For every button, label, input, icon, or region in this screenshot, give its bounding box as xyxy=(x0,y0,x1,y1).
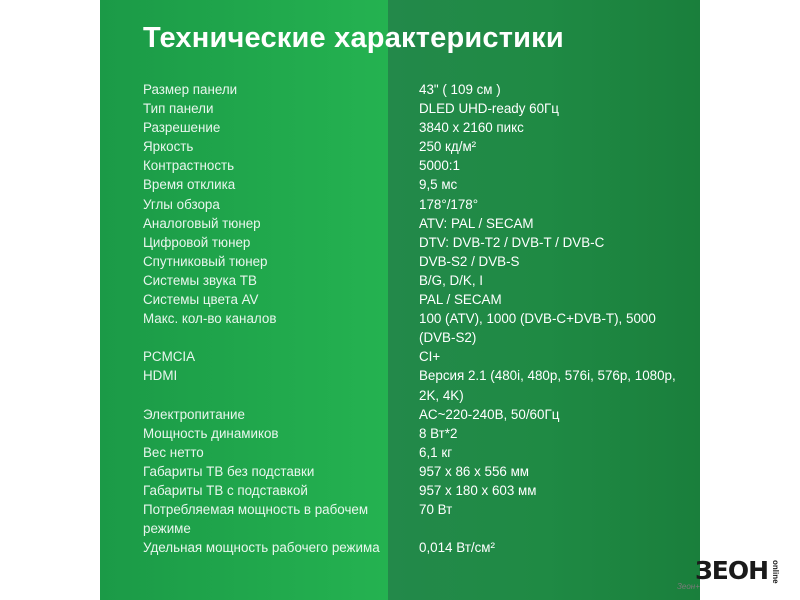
spec-value: 5000:1 xyxy=(419,158,460,174)
spec-value: Версия 2.1 (480i, 480p, 576i, 576p, 1080p, 2K, 4K) xyxy=(419,368,676,403)
spec-label: PCMCIA xyxy=(143,349,196,365)
spec-value: DLED UHD-ready 60Гц xyxy=(419,101,559,117)
spec-row xyxy=(143,481,683,500)
spec-row xyxy=(143,443,683,462)
spec-label: Потребляемая мощность в рабочем режиме xyxy=(143,502,369,537)
spec-table xyxy=(143,80,683,557)
spec-row xyxy=(143,290,683,309)
spec-row xyxy=(143,405,683,424)
spec-row xyxy=(143,80,683,99)
spec-value: 70 Вт xyxy=(419,502,453,518)
spec-value: DTV: DVB-T2 / DVB-T / DVB-C xyxy=(419,234,605,250)
spec-row xyxy=(143,99,683,118)
spec-label: Контрастность xyxy=(143,158,235,174)
spec-row xyxy=(143,462,683,481)
spec-value: ATV: PAL / SECAM xyxy=(419,215,534,231)
spec-label: Макс. кол-во каналов xyxy=(143,311,277,327)
spec-row xyxy=(143,118,683,137)
spec-value: 3840 x 2160 пикс xyxy=(419,120,524,136)
spec-label: Аналоговый тюнер xyxy=(143,215,261,231)
spec-row xyxy=(143,214,683,233)
spec-value: 957 x 180 x 603 мм xyxy=(419,482,537,498)
spec-row xyxy=(143,347,683,366)
spec-label: Цифровой тюнер xyxy=(143,234,251,250)
spec-value: 0,014 Вт/см² xyxy=(419,540,495,556)
spec-label: Габариты ТВ без подставки xyxy=(143,463,315,479)
spec-label: Разрешение xyxy=(143,120,221,136)
spec-value: PAL / SECAM xyxy=(419,292,502,308)
spec-value: 957 x 86 x 556 мм xyxy=(419,463,529,479)
spec-value: 178°/178° xyxy=(419,196,479,212)
spec-row xyxy=(143,366,683,404)
page-title: Технические характеристики xyxy=(143,22,564,54)
spec-value: 8 Вт*2 xyxy=(419,425,458,441)
spec-value: 9,5 мс xyxy=(419,177,458,193)
spec-row xyxy=(143,424,683,443)
spec-label: Удельная мощность рабочего режима xyxy=(143,540,380,556)
spec-label: Углы обзора xyxy=(143,196,220,212)
spec-value: AC~220-240В, 50/60Гц xyxy=(419,406,560,422)
spec-value: 6,1 кг xyxy=(419,444,453,460)
spec-row xyxy=(143,233,683,252)
spec-label: Яркость xyxy=(143,139,194,155)
spec-row xyxy=(143,309,683,347)
spec-row xyxy=(143,500,683,538)
green-spec-panel xyxy=(100,0,700,600)
spec-row xyxy=(143,252,683,271)
logo-side-text: online xyxy=(771,560,780,584)
spec-row xyxy=(143,156,683,175)
spec-label: Спутниковый тюнер xyxy=(143,253,268,269)
spec-row xyxy=(143,271,683,290)
spec-label: Тип панели xyxy=(143,101,214,117)
spec-label: Вес нетто xyxy=(143,444,204,460)
spec-row xyxy=(143,538,683,557)
spec-value: DVB-S2 / DVB-S xyxy=(419,253,520,269)
spec-row xyxy=(143,137,683,156)
spec-value: 100 (ATV), 1000 (DVB-C+DVB-T), 5000 (DVB-S2) xyxy=(419,311,656,346)
spec-row xyxy=(143,175,683,194)
spec-label: Системы звука ТВ xyxy=(143,272,257,288)
spec-row xyxy=(143,195,683,214)
logo-wordmark: ЗЕОН xyxy=(695,556,769,585)
spec-value: B/G, D/K, I xyxy=(419,272,483,288)
brand-logo xyxy=(695,556,781,590)
spec-label: Электропитание xyxy=(143,406,245,422)
spec-label: Время отклика xyxy=(143,177,236,193)
spec-label: Мощность динамиков xyxy=(143,425,279,441)
watermark-text: Зеон+ xyxy=(677,582,700,591)
spec-label: Габариты ТВ с подставкой xyxy=(143,482,308,498)
spec-value: CI+ xyxy=(419,349,441,365)
spec-label: Системы цвета AV xyxy=(143,292,259,308)
spec-value: 250 кд/м² xyxy=(419,139,477,155)
spec-label: Размер панели xyxy=(143,82,238,97)
spec-value: 43" ( 109 см ) xyxy=(419,82,501,97)
spec-label: HDMI xyxy=(143,368,178,384)
